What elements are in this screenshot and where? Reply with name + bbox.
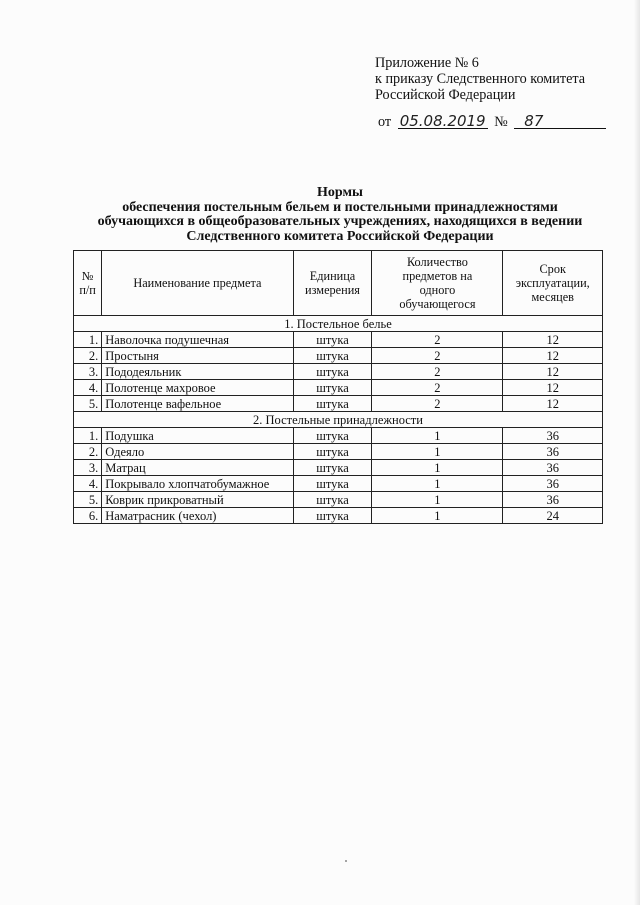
table-row bbox=[74, 364, 603, 380]
cell-service-term: 36 bbox=[503, 460, 603, 476]
cell-number: 3. bbox=[74, 460, 102, 476]
cell-service-term: 36 bbox=[503, 476, 603, 492]
cell-item-name: Простыня bbox=[102, 348, 293, 364]
cell-quantity: 2 bbox=[372, 396, 503, 412]
cell-number: 1. bbox=[74, 428, 102, 444]
document-title bbox=[60, 186, 620, 244]
cell-service-term: 12 bbox=[503, 348, 603, 364]
cell-item-name: Одеяло bbox=[102, 444, 293, 460]
cell-quantity: 1 bbox=[372, 508, 503, 524]
cell-number: 2. bbox=[74, 348, 102, 364]
cell-number: 5. bbox=[74, 492, 102, 508]
cell-unit: штука bbox=[293, 428, 372, 444]
cell-unit: штука bbox=[293, 508, 372, 524]
order-number-handwritten: 87 bbox=[514, 114, 606, 129]
cell-service-term: 12 bbox=[503, 380, 603, 396]
cell-unit: штука bbox=[293, 492, 372, 508]
cell-quantity: 2 bbox=[372, 332, 503, 348]
cell-item-name: Наволочка подушечная bbox=[102, 332, 293, 348]
section-row bbox=[74, 316, 603, 332]
cell-quantity: 2 bbox=[372, 364, 503, 380]
cell-item-name: Подушка bbox=[102, 428, 293, 444]
table-row bbox=[74, 380, 603, 396]
table-row bbox=[74, 332, 603, 348]
appendix-line-2: к приказу Следственного комитета bbox=[375, 71, 586, 87]
cell-number: 1. bbox=[74, 332, 102, 348]
norms-table bbox=[73, 250, 603, 524]
cell-item-name: Полотенце вафельное bbox=[102, 396, 293, 412]
cell-unit: штука bbox=[293, 380, 372, 396]
cell-quantity: 1 bbox=[372, 444, 503, 460]
title-line-4: Следственного комитета Российской Федерации bbox=[186, 228, 494, 244]
cell-service-term: 36 bbox=[503, 428, 603, 444]
header-quantity: Количество предметов на одного обучающегося bbox=[372, 251, 503, 316]
table-row bbox=[74, 508, 603, 524]
cell-service-term: 24 bbox=[503, 508, 603, 524]
title-line-2: обеспечения постельным бельем и постельными принадлежностями bbox=[122, 199, 558, 215]
cell-number: 6. bbox=[74, 508, 102, 524]
cell-number: 2. bbox=[74, 444, 102, 460]
cell-number: 5. bbox=[74, 396, 102, 412]
cell-number: 4. bbox=[74, 380, 102, 396]
cell-number: 3. bbox=[74, 364, 102, 380]
header-number: № п/п bbox=[74, 251, 102, 316]
scan-page-edge bbox=[634, 0, 640, 905]
header-service-term: Срок эксплуатации, месяцев bbox=[503, 251, 603, 316]
cell-unit: штука bbox=[293, 332, 372, 348]
cell-unit: штука bbox=[293, 348, 372, 364]
section-title: 2. Постельные принадлежности bbox=[74, 412, 603, 428]
cell-service-term: 12 bbox=[503, 332, 603, 348]
cell-quantity: 1 bbox=[372, 460, 503, 476]
cell-item-name: Пододеяльник bbox=[102, 364, 293, 380]
cell-unit: штука bbox=[293, 396, 372, 412]
title-line-1: Нормы bbox=[317, 185, 363, 200]
cell-number: 4. bbox=[74, 476, 102, 492]
cell-quantity: 2 bbox=[372, 348, 503, 364]
table-row bbox=[74, 492, 603, 508]
cell-service-term: 12 bbox=[503, 396, 603, 412]
cell-quantity: 2 bbox=[372, 380, 503, 396]
cell-unit: штука bbox=[293, 444, 372, 460]
cell-quantity: 1 bbox=[372, 428, 503, 444]
scan-speck bbox=[345, 860, 347, 862]
cell-item-name: Матрац bbox=[102, 460, 293, 476]
cell-quantity: 1 bbox=[372, 476, 503, 492]
section-title: 1. Постельное белье bbox=[74, 316, 603, 332]
header-unit: Единица измерения bbox=[293, 251, 372, 316]
table-row bbox=[74, 476, 603, 492]
section-row bbox=[74, 412, 603, 428]
date-prefix: от bbox=[378, 114, 392, 130]
appendix-line-3: Российской Федерации bbox=[375, 87, 516, 103]
header-item-name: Наименование предмета bbox=[102, 251, 293, 316]
cell-service-term: 12 bbox=[503, 364, 603, 380]
appendix-line-1: Приложение № 6 bbox=[375, 55, 479, 71]
title-line-3: обучающихся в общеобразовательных учреждениях, находящихся в ведении bbox=[97, 214, 583, 229]
table-row bbox=[74, 460, 603, 476]
table-row bbox=[74, 348, 603, 364]
cell-unit: штука bbox=[293, 460, 372, 476]
table-header-row bbox=[74, 251, 603, 316]
cell-unit: штука bbox=[293, 364, 372, 380]
table-row bbox=[74, 396, 603, 412]
cell-item-name: Наматрасник (чехол) bbox=[102, 508, 293, 524]
cell-service-term: 36 bbox=[503, 444, 603, 460]
order-date-line bbox=[378, 114, 606, 131]
cell-quantity: 1 bbox=[372, 492, 503, 508]
cell-unit: штука bbox=[293, 476, 372, 492]
cell-service-term: 36 bbox=[503, 492, 603, 508]
cell-item-name: Покрывало хлопчатобумажное bbox=[102, 476, 293, 492]
cell-item-name: Коврик прикроватный bbox=[102, 492, 293, 508]
appendix-header bbox=[375, 55, 585, 103]
cell-item-name: Полотенце махровое bbox=[102, 380, 293, 396]
table-row bbox=[74, 444, 603, 460]
order-date-handwritten: 05.08.2019 bbox=[398, 114, 488, 129]
table-row bbox=[74, 428, 603, 444]
number-prefix: № bbox=[494, 114, 508, 130]
